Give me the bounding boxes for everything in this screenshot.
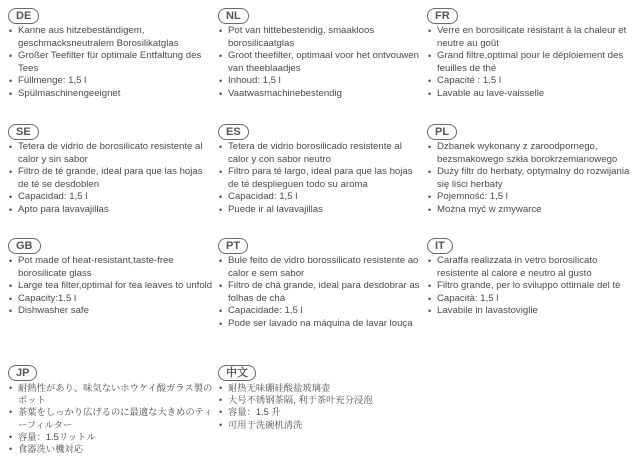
language-badge-nl: NL: [218, 8, 249, 24]
feature-list-gb: [8, 255, 213, 318]
list-item: • Tetera de vidrio de borosilicato resistente al calor y sin sabor: [8, 141, 213, 166]
list-item: • Dzbanek wykonany z zaroodpornego, bezsmakowego szkła borokrzemianowego: [427, 141, 632, 166]
list-item: • Groot theefilter, optimaal voor het ontvouwen van theeblaadjes: [218, 50, 423, 75]
list-item: • Dishwasher safe: [8, 305, 213, 318]
list-item: • Puede ir al lavavajillas: [218, 204, 423, 217]
list-item: • Pot van hittebestendig, smaakloos borosilicaatglas: [218, 25, 423, 50]
list-item: • Filtro de té grande, ideal para que las hojas de té se desdoblen: [8, 166, 213, 191]
block-se: [8, 122, 213, 217]
language-badge-it: IT: [427, 238, 453, 254]
feature-list-se: [8, 141, 213, 217]
block-jp: [8, 363, 213, 455]
list-item: • Pojemność: 1,5 l: [427, 191, 632, 204]
feature-list-fr: [427, 25, 632, 101]
list-item: • Inhoud: 1,5 l: [218, 75, 423, 88]
feature-list-jp: [8, 382, 213, 455]
feature-list-it: [427, 255, 632, 318]
list-item: • Filtro de chá grande, ideal para desdobrar as folhas de chá: [218, 280, 423, 305]
list-item: • 可用于洗碗机清洗: [218, 419, 423, 431]
feature-list-zh: [218, 382, 423, 431]
language-badge-de: DE: [8, 8, 39, 24]
language-badge-pt: PT: [218, 238, 248, 254]
list-item: • 耐热无味硼硅酸盐玻璃壶: [218, 382, 423, 394]
list-item: • Capacidade: 1,5 l: [218, 305, 423, 318]
language-badge-pl: PL: [427, 124, 457, 140]
list-item: • Lavable au lave-vaisselle: [427, 88, 632, 101]
list-item: • Capacité : 1,5 l: [427, 75, 632, 88]
feature-list-nl: [218, 25, 423, 101]
list-item: • Można myć w zmywarce: [427, 204, 632, 217]
feature-list-de: [8, 25, 213, 101]
list-item: • Großer Teefilter für optimale Entfaltung des Tees: [8, 50, 213, 75]
block-gb: [8, 236, 213, 318]
list-item: • Bule feito de vidro borossilicato resistente ao calor e sem sabor: [218, 255, 423, 280]
list-item: • Duży filtr do herbaty, optymalny do rozwijania się liści herbaty: [427, 166, 632, 191]
list-item: • Verre en borosilicate résistant à la chaleur et neutre au goût: [427, 25, 632, 50]
list-item: • Capacità: 1,5 l: [427, 293, 632, 306]
list-item: • Capacidad: 1,5 l: [8, 191, 213, 204]
block-it: [427, 236, 632, 318]
list-item: • Large tea filter,optimal for tea leaves to unfold: [8, 280, 213, 293]
list-item: • Grand filtre,optimal pour le déploiement des feuilles de thé: [427, 50, 632, 75]
list-item: • 大号不锈钢茶隔, 利于茶叶充分浸泡: [218, 394, 423, 406]
block-pl: [427, 122, 632, 217]
list-item: • 茶葉をしっかり広げるのに最適な大きめのティーフィルター: [8, 406, 213, 430]
feature-list-pt: [218, 255, 423, 331]
language-badge-jp: JP: [8, 365, 37, 381]
list-item: • 容量：1.5 升: [218, 406, 423, 418]
list-item: • 食器洗い機対応: [8, 443, 213, 455]
list-item: • 容量：1.5リットル: [8, 431, 213, 443]
list-item: • Apto para lavavajillas: [8, 204, 213, 217]
list-item: • Pode ser lavado na máquina de lavar louça: [218, 318, 423, 331]
list-item: • Filtro para té largo, ideal para que las hojas de té desplieguen todo su aroma: [218, 166, 423, 191]
list-item: • Pot made of heat-resistant,taste-free borosilicate glass: [8, 255, 213, 280]
block-zh: [218, 363, 423, 431]
list-item: • Kanne aus hitzebeständigem, geschmacksneutralem Borosilikatglas: [8, 25, 213, 50]
block-es: [218, 122, 423, 217]
block-de: [8, 6, 213, 101]
list-item: • Capacity:1.5 l: [8, 293, 213, 306]
list-item: • Lavabile in lavastoviglie: [427, 305, 632, 318]
language-badge-gb: GB: [8, 238, 41, 254]
list-item: • 耐熱性があり、味気ないホウケイ酸ガラス製のポット: [8, 382, 213, 406]
list-item: • Vaatwasmachinebestendig: [218, 88, 423, 101]
list-item: • Spülmaschinengeeignet: [8, 88, 213, 101]
list-item: • Capacidad: 1,5 l: [218, 191, 423, 204]
block-nl: [218, 6, 423, 101]
language-badge-se: SE: [8, 124, 39, 140]
language-badge-zh: 中文: [218, 365, 256, 381]
language-badge-fr: FR: [427, 8, 458, 24]
block-pt: [218, 236, 423, 331]
list-item: • Füllmenge: 1,5 l: [8, 75, 213, 88]
feature-list-es: [218, 141, 423, 217]
list-item: • Tetera de vidrio borosilicado resistente al calor y con sabor neutro: [218, 141, 423, 166]
list-item: • Caraffa realizzata in vetro borosilicato resistente al calore e neutro al gusto: [427, 255, 632, 280]
feature-list-pl: [427, 141, 632, 217]
language-badge-es: ES: [218, 124, 249, 140]
list-item: • Filtro grande, per lo sviluppo ottimale del tè: [427, 280, 632, 293]
block-fr: [427, 6, 632, 101]
